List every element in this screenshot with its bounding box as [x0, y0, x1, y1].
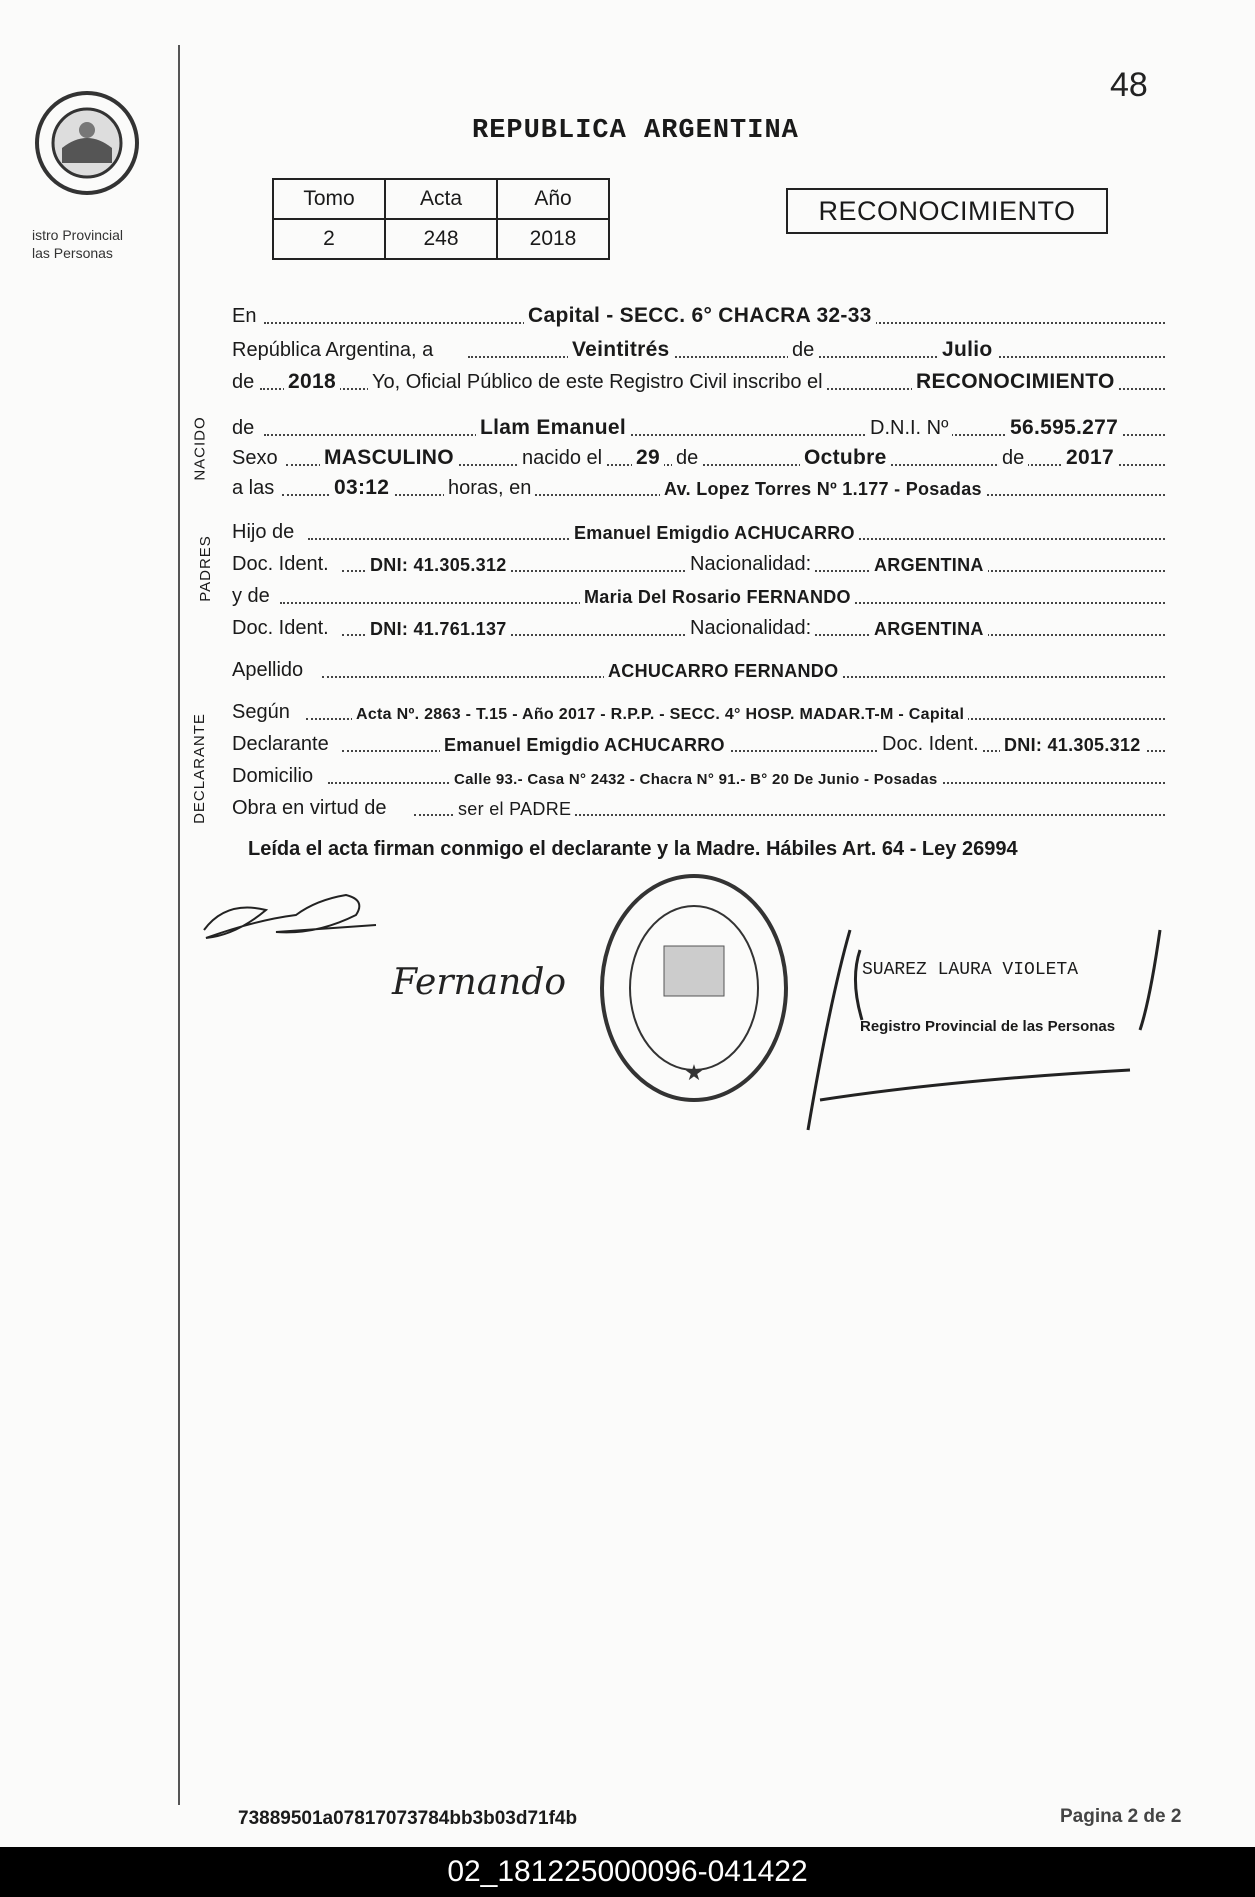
de-label: de — [788, 339, 818, 362]
child-dni: 56.595.277 — [1006, 416, 1122, 440]
horas-label: horas, en — [444, 477, 535, 500]
hijo-label: Hijo de — [232, 521, 295, 543]
de-label: de — [672, 447, 702, 470]
document-title: REPUBLICA ARGENTINA — [472, 116, 799, 146]
birth-time: 03:12 — [330, 476, 393, 500]
page-number: 48 — [1110, 66, 1148, 104]
obra-label: Obra en virtud de — [232, 797, 387, 819]
nacido-label: nacido el — [518, 447, 606, 470]
footer-id-bar: 02_181225000096-041422 — [0, 1847, 1255, 1897]
svg-text:★: ★ — [684, 1060, 704, 1085]
apellido-value: ACHUCARRO FERNANDO — [604, 661, 842, 682]
header-ano: Año — [497, 179, 609, 219]
birth-place: Av. Lopez Torres Nº 1.177 - Posadas — [660, 479, 986, 500]
de-label: de — [232, 417, 255, 439]
declarant-signature-icon — [196, 880, 386, 950]
birth-year: 2017 — [1062, 446, 1118, 470]
father-doc: DNI: 41.305.312 — [366, 555, 511, 576]
mother-doc-line — [232, 612, 1165, 642]
value-tomo: 2 — [273, 219, 385, 259]
father-doc-line — [232, 548, 1165, 578]
province-seal-icon — [32, 88, 142, 198]
domicilio-value: Calle 93.- Casa N° 2432 - Chacra N° 91.- B° 20 De Junio - Posadas — [450, 771, 942, 788]
doc-label: Doc. Ident. — [878, 733, 983, 756]
sexo-line — [232, 442, 1165, 472]
registry-caption: istro Provincial las Personas — [32, 227, 124, 261]
declarante-doc: DNI: 41.305.312 — [1000, 735, 1145, 756]
nacionalidad-label: Nacionalidad: — [686, 617, 815, 640]
birth-day: 29 — [632, 446, 664, 470]
domicilio-label: Domicilio — [232, 765, 314, 787]
nacido-name-line — [232, 412, 1165, 442]
header-acta: Acta — [385, 179, 497, 219]
hijo-line — [232, 516, 1165, 546]
birth-month: Octubre — [800, 446, 891, 470]
year-value: 2018 — [284, 370, 340, 394]
de-label: de — [998, 447, 1028, 470]
official-office: Registro Provincial de las Personas — [860, 1018, 1116, 1035]
left-margin-line — [178, 45, 180, 1805]
republica-line — [232, 334, 1165, 364]
year-text: Yo, Oficial Público de este Registro Civil inscribo el — [368, 371, 827, 394]
hora-line — [232, 472, 1165, 502]
father-name: Emanuel Emigdio ACHUCARRO — [570, 523, 859, 544]
alas-label: a las — [232, 477, 275, 499]
sexo-label: Sexo — [232, 447, 278, 469]
mother-nationality: ARGENTINA — [870, 619, 988, 640]
value-ano: 2018 — [497, 219, 609, 259]
year-line — [232, 366, 1165, 396]
doc-label: Doc. Ident. — [232, 617, 329, 639]
mother-line — [232, 580, 1165, 610]
en-value: Capital - SECC. 6° CHACRA 32-33 — [524, 304, 876, 328]
father-nationality: ARGENTINA — [870, 555, 988, 576]
segun-label: Según — [232, 701, 290, 723]
obra-value: ser el PADRE — [454, 799, 575, 820]
obra-line — [232, 792, 1165, 822]
registry-stamp-icon — [594, 868, 794, 1108]
official-name: SUAREZ LAURA VIOLETA — [862, 960, 1079, 980]
value-acta: 248 — [385, 219, 497, 259]
declarante-label: Declarante — [232, 733, 329, 755]
acta-table — [272, 178, 610, 260]
document-hash: 73889501a07817073784bb3b03d71f4b — [238, 1808, 578, 1829]
dni-label: D.N.I. Nº — [866, 417, 952, 440]
act-type-box: RECONOCIMIENTO — [786, 188, 1108, 234]
apellido-label: Apellido — [232, 659, 304, 681]
closing-statement: Leída el acta firman conmigo el declarante y la Madre. Hábiles Art. 64 - Ley 26994 — [248, 838, 1018, 860]
nacionalidad-label: Nacionalidad: — [686, 553, 815, 576]
segun-line — [232, 696, 1165, 726]
domicilio-line — [232, 760, 1165, 790]
declarante-name: Emanuel Emigdio ACHUCARRO — [440, 735, 729, 756]
declarante-line — [232, 728, 1165, 758]
side-label-nacido: NACIDO — [191, 416, 209, 481]
side-label-padres: PADRES — [196, 535, 214, 602]
act-value: RECONOCIMIENTO — [912, 370, 1119, 394]
apellido-line — [232, 654, 1165, 684]
sexo-value: MASCULINO — [320, 446, 458, 470]
yde-label: y de — [232, 585, 270, 607]
de-label: de — [232, 371, 255, 393]
en-label: En — [232, 305, 257, 327]
mother-name: Maria Del Rosario FERNANDO — [580, 587, 855, 608]
pagination: Pagina 2 de 2 — [1060, 1806, 1182, 1827]
child-name: Llam Emanuel — [476, 416, 630, 440]
segun-value: Acta Nº. 2863 - T.15 - Año 2017 - R.P.P. - SECC. 4° HOSP. MADAR.T-M - Capital — [352, 706, 968, 724]
mother-doc: DNI: 41.761.137 — [366, 619, 511, 640]
day-value: Veintitrés — [568, 338, 674, 362]
en-line — [232, 300, 1165, 330]
doc-label: Doc. Ident. — [232, 553, 329, 575]
month-value: Julio — [938, 338, 997, 362]
mother-signature: Fernando — [392, 962, 567, 1003]
republica-label: República Argentina, a — [232, 339, 434, 361]
side-label-declarante: DECLARANTE — [190, 713, 208, 824]
header-tomo: Tomo — [273, 179, 385, 219]
